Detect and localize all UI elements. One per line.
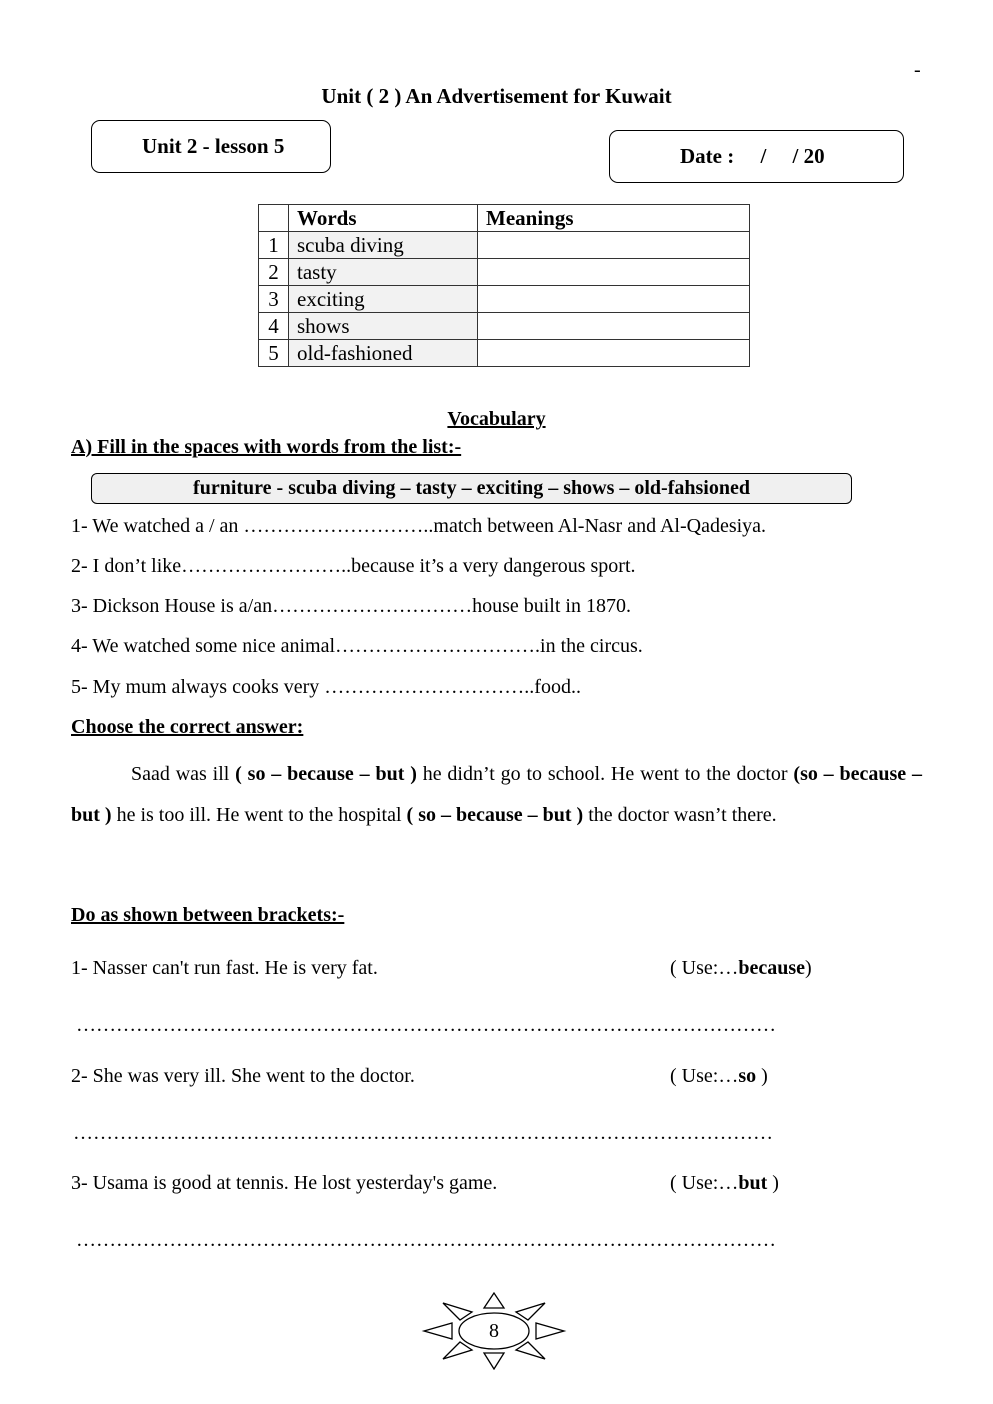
meaning-cell[interactable] xyxy=(478,340,750,367)
use-word: because xyxy=(738,957,805,979)
use-suffix: ) xyxy=(756,1065,768,1087)
header-number xyxy=(259,205,289,232)
use-word: but xyxy=(738,1172,768,1194)
fill-sentence-1: 1- We watched a / an ………………………..match between Al-Nasr and Al-Qadesiya. xyxy=(71,515,767,537)
header-words: Words xyxy=(289,205,478,232)
fill-sentence-3: 3- Dickson House is a/an…………………………house built in 1870. xyxy=(71,595,631,617)
fill-sentence-5: 5- My mum always cooks very …………………………..food.. xyxy=(71,676,581,698)
table-row xyxy=(259,340,750,367)
fill-sentence-2: 2- I don’t like……………………..because it’s a very dangerous sport. xyxy=(71,555,636,577)
date-box xyxy=(609,130,904,183)
do-as-heading: Do as shown between brackets:- xyxy=(71,904,345,926)
vocabulary-heading: Vocabulary xyxy=(447,408,546,430)
corner-mark: - xyxy=(914,59,921,81)
meaning-cell[interactable] xyxy=(478,313,750,340)
choice-options[interactable]: ( so – because – but ) xyxy=(235,763,417,785)
text-segment: Saad was ill xyxy=(131,763,236,785)
word-cell: tasty xyxy=(289,259,478,286)
use-prefix: ( Use:… xyxy=(670,957,739,979)
page-title: Unit ( 2 ) An Advertisement for Kuwait xyxy=(321,84,672,108)
row-number: 4 xyxy=(259,313,289,340)
choose-heading: Choose the correct answer: xyxy=(71,716,304,738)
table-row xyxy=(259,313,750,340)
page-number: 8 xyxy=(489,1320,499,1342)
do-as-sentence-3: 3- Usama is good at tennis. He lost yesterday's game. xyxy=(71,1172,498,1194)
answer-line-2[interactable]: …………………………………………………………………………………………… xyxy=(73,1122,773,1144)
use-suffix: ) xyxy=(805,957,812,979)
answer-line-3[interactable]: …………………………………………………………………………………………… xyxy=(76,1229,776,1251)
use-hint-2 xyxy=(670,1064,768,1088)
fill-sentence-4: 4- We watched some nice animal………………………….in the circus. xyxy=(71,635,643,657)
table-row xyxy=(259,259,750,286)
word-cell: old-fashioned xyxy=(289,340,478,367)
word-list-box: furniture - scuba diving – tasty – exciting – shows – old-fahsioned xyxy=(91,473,852,504)
meaning-cell[interactable] xyxy=(478,286,750,313)
use-prefix: ( Use:… xyxy=(670,1172,739,1194)
use-prefix: ( Use:… xyxy=(670,1065,739,1087)
choice-options[interactable]: ( so – because – but ) xyxy=(406,803,584,826)
word-cell: exciting xyxy=(289,286,478,313)
word-cell: scuba diving xyxy=(289,232,478,259)
choose-paragraph xyxy=(71,754,922,835)
row-number: 3 xyxy=(259,286,289,313)
row-number: 2 xyxy=(259,259,289,286)
section-a-heading: A) Fill in the spaces with words from the list:- xyxy=(71,436,462,458)
text-segment: he didn’t go to school. He went to the doctor xyxy=(416,763,794,785)
table-row xyxy=(259,286,750,313)
header-meanings: Meanings xyxy=(478,205,750,232)
use-suffix: ) xyxy=(767,1172,779,1194)
row-number: 5 xyxy=(259,340,289,367)
use-hint-1 xyxy=(670,956,812,980)
table-row xyxy=(259,232,750,259)
word-cell: shows xyxy=(289,313,478,340)
use-hint-3 xyxy=(670,1171,779,1195)
lesson-box xyxy=(91,120,331,173)
vocabulary-table xyxy=(258,204,750,367)
table-header-row xyxy=(259,205,750,232)
meaning-cell[interactable] xyxy=(478,232,750,259)
do-as-sentence-1: 1- Nasser can't run fast. He is very fat. xyxy=(71,957,378,979)
do-as-sentence-2: 2- She was very ill. She went to the doctor. xyxy=(71,1065,415,1087)
use-word: so xyxy=(738,1065,757,1087)
text-segment: he is too ill. He went to the hospital xyxy=(111,803,407,826)
meaning-cell[interactable] xyxy=(478,259,750,286)
date-label: Date : / / 20 xyxy=(680,144,825,168)
row-number: 1 xyxy=(259,232,289,259)
choice-options[interactable]: (so – because – but ) xyxy=(71,763,923,826)
text-segment: the doctor wasn’t there. xyxy=(583,803,777,826)
answer-line-1[interactable]: …………………………………………………………………………………………… xyxy=(76,1014,776,1036)
lesson-label: Unit 2 - lesson 5 xyxy=(142,134,285,158)
